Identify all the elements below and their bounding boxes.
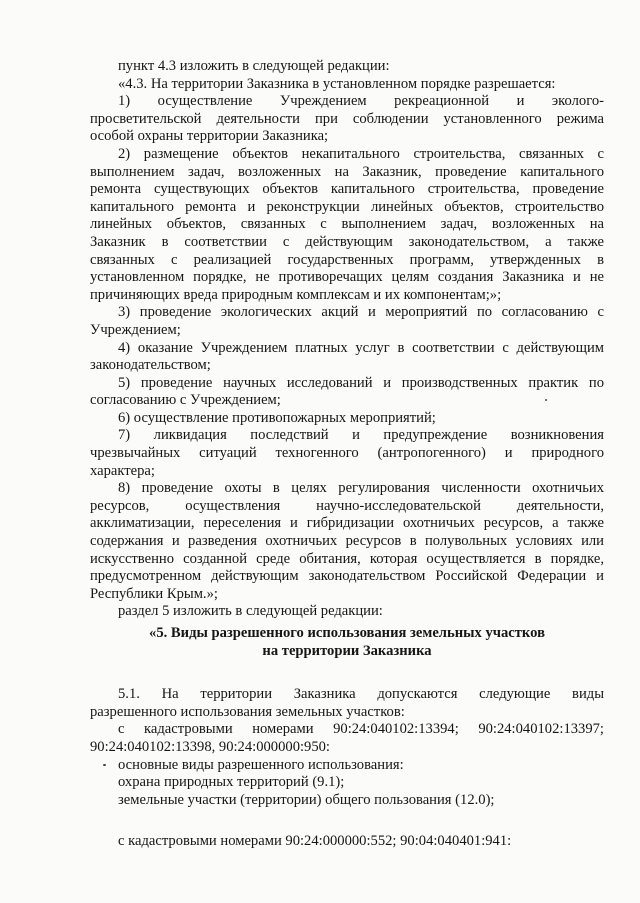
text-line: Заказник в соответствии с действующим законодательством, а также [90, 233, 604, 250]
text-line: искусственно созданной среде обитания, которая осуществляется в порядке, [90, 550, 604, 567]
section-heading: на территории Заказника [262, 642, 432, 659]
text-line: причиняющих вреда природным комплексам и их компонентам;»; [90, 286, 502, 303]
text-line: 3) проведение экологических акций и мероприятий по согласованию с [118, 304, 604, 321]
text-line: 8) проведение охоты в целях регулирования численности охотничьих [118, 480, 604, 497]
text-line: пункт 4.3 изложить в следующей редакции: [118, 58, 390, 74]
text-line: характера; [90, 462, 155, 479]
text-line: 5.1. На территории Заказника допускаются следующие виды [118, 686, 604, 703]
text-line: просветительской деятельности при соблюдении установленного режима [90, 110, 604, 127]
scan-speck [103, 764, 106, 766]
text-line: «4.3. На территории Заказника в установленном порядке разрешается: [118, 75, 556, 92]
text-line: предусмотренном действующим законодательством Российской Федерации и [90, 568, 604, 585]
text-line: с кадастровыми номерами 90:24:040102:13394; 90:24:040102:13397; [118, 721, 604, 738]
text-line: 7) ликвидация последствий и предупреждение возникновения [118, 427, 604, 444]
text-line: Республики Крым.»; [90, 585, 218, 602]
text-line: ресурсов, осуществления научно-исследовательской деятельности, [90, 497, 604, 514]
text-line: 6) осуществление противопожарных мероприятий; [118, 409, 436, 426]
text-line: капитального ремонта и реконструкции линейных объектов, строительство [90, 198, 604, 215]
text-line: раздел 5 изложить в следующей редакции: [118, 603, 383, 620]
text-line: 2) размещение объектов некапитального строительства, связанных с [118, 145, 604, 162]
text-line: чрезвычайных ситуаций техногенного (антропогенного) и природного [90, 445, 604, 462]
text-line: согласованию с Учреждением; [90, 392, 281, 409]
text-line: Учреждением; [90, 321, 181, 338]
text-line: основные виды разрешенного использования: [118, 756, 404, 773]
text-line: ремонта существующих объектов капитального строительства, проведение [90, 181, 604, 198]
text-line: связанных с реализацией государственных программ, утвержденных в [90, 251, 604, 268]
text-line: с кадастровыми номерами 90:24:000000:552; 90:04:040401:941: [118, 833, 512, 850]
text-line: охрана природных территорий (9.1); [118, 774, 345, 791]
section-heading: «5. Виды разрешенного использования земельных участков [149, 625, 545, 641]
scan-speck [545, 399, 547, 401]
text-line: законодательством; [90, 357, 211, 374]
text-line: 5) проведение научных исследований и производственных практик по [118, 374, 604, 391]
text-line: выполнением задач, возложенных на Заказник, проведение капитального [90, 163, 604, 180]
text-line: особой охраны территории Заказника; [90, 128, 329, 145]
text-line: содержания и разведения охотничьих ресурсов в полувольных условиях или [90, 533, 604, 550]
text-line: акклиматизации, переселения и гибридизации охотничьих ресурсов, а также [90, 515, 604, 532]
text-line: 1) осуществление Учреждением рекреационной и эколого- [118, 93, 604, 110]
text-line: разрешенного использования земельных участков: [90, 703, 405, 720]
text-line: земельные участки (территории) общего пользования (12.0); [118, 791, 495, 808]
text-line: 90:24:040102:13398, 90:24:000000:950: [90, 738, 330, 755]
text-line: линейных объектов, связанных с выполнением задач, возложенных на [90, 216, 604, 233]
text-line: 4) оказание Учреждением платных услуг в соответствии с действующим [118, 339, 604, 356]
text-line: установленном порядке, не противоречащих целям создания Заказника и не [90, 269, 604, 286]
